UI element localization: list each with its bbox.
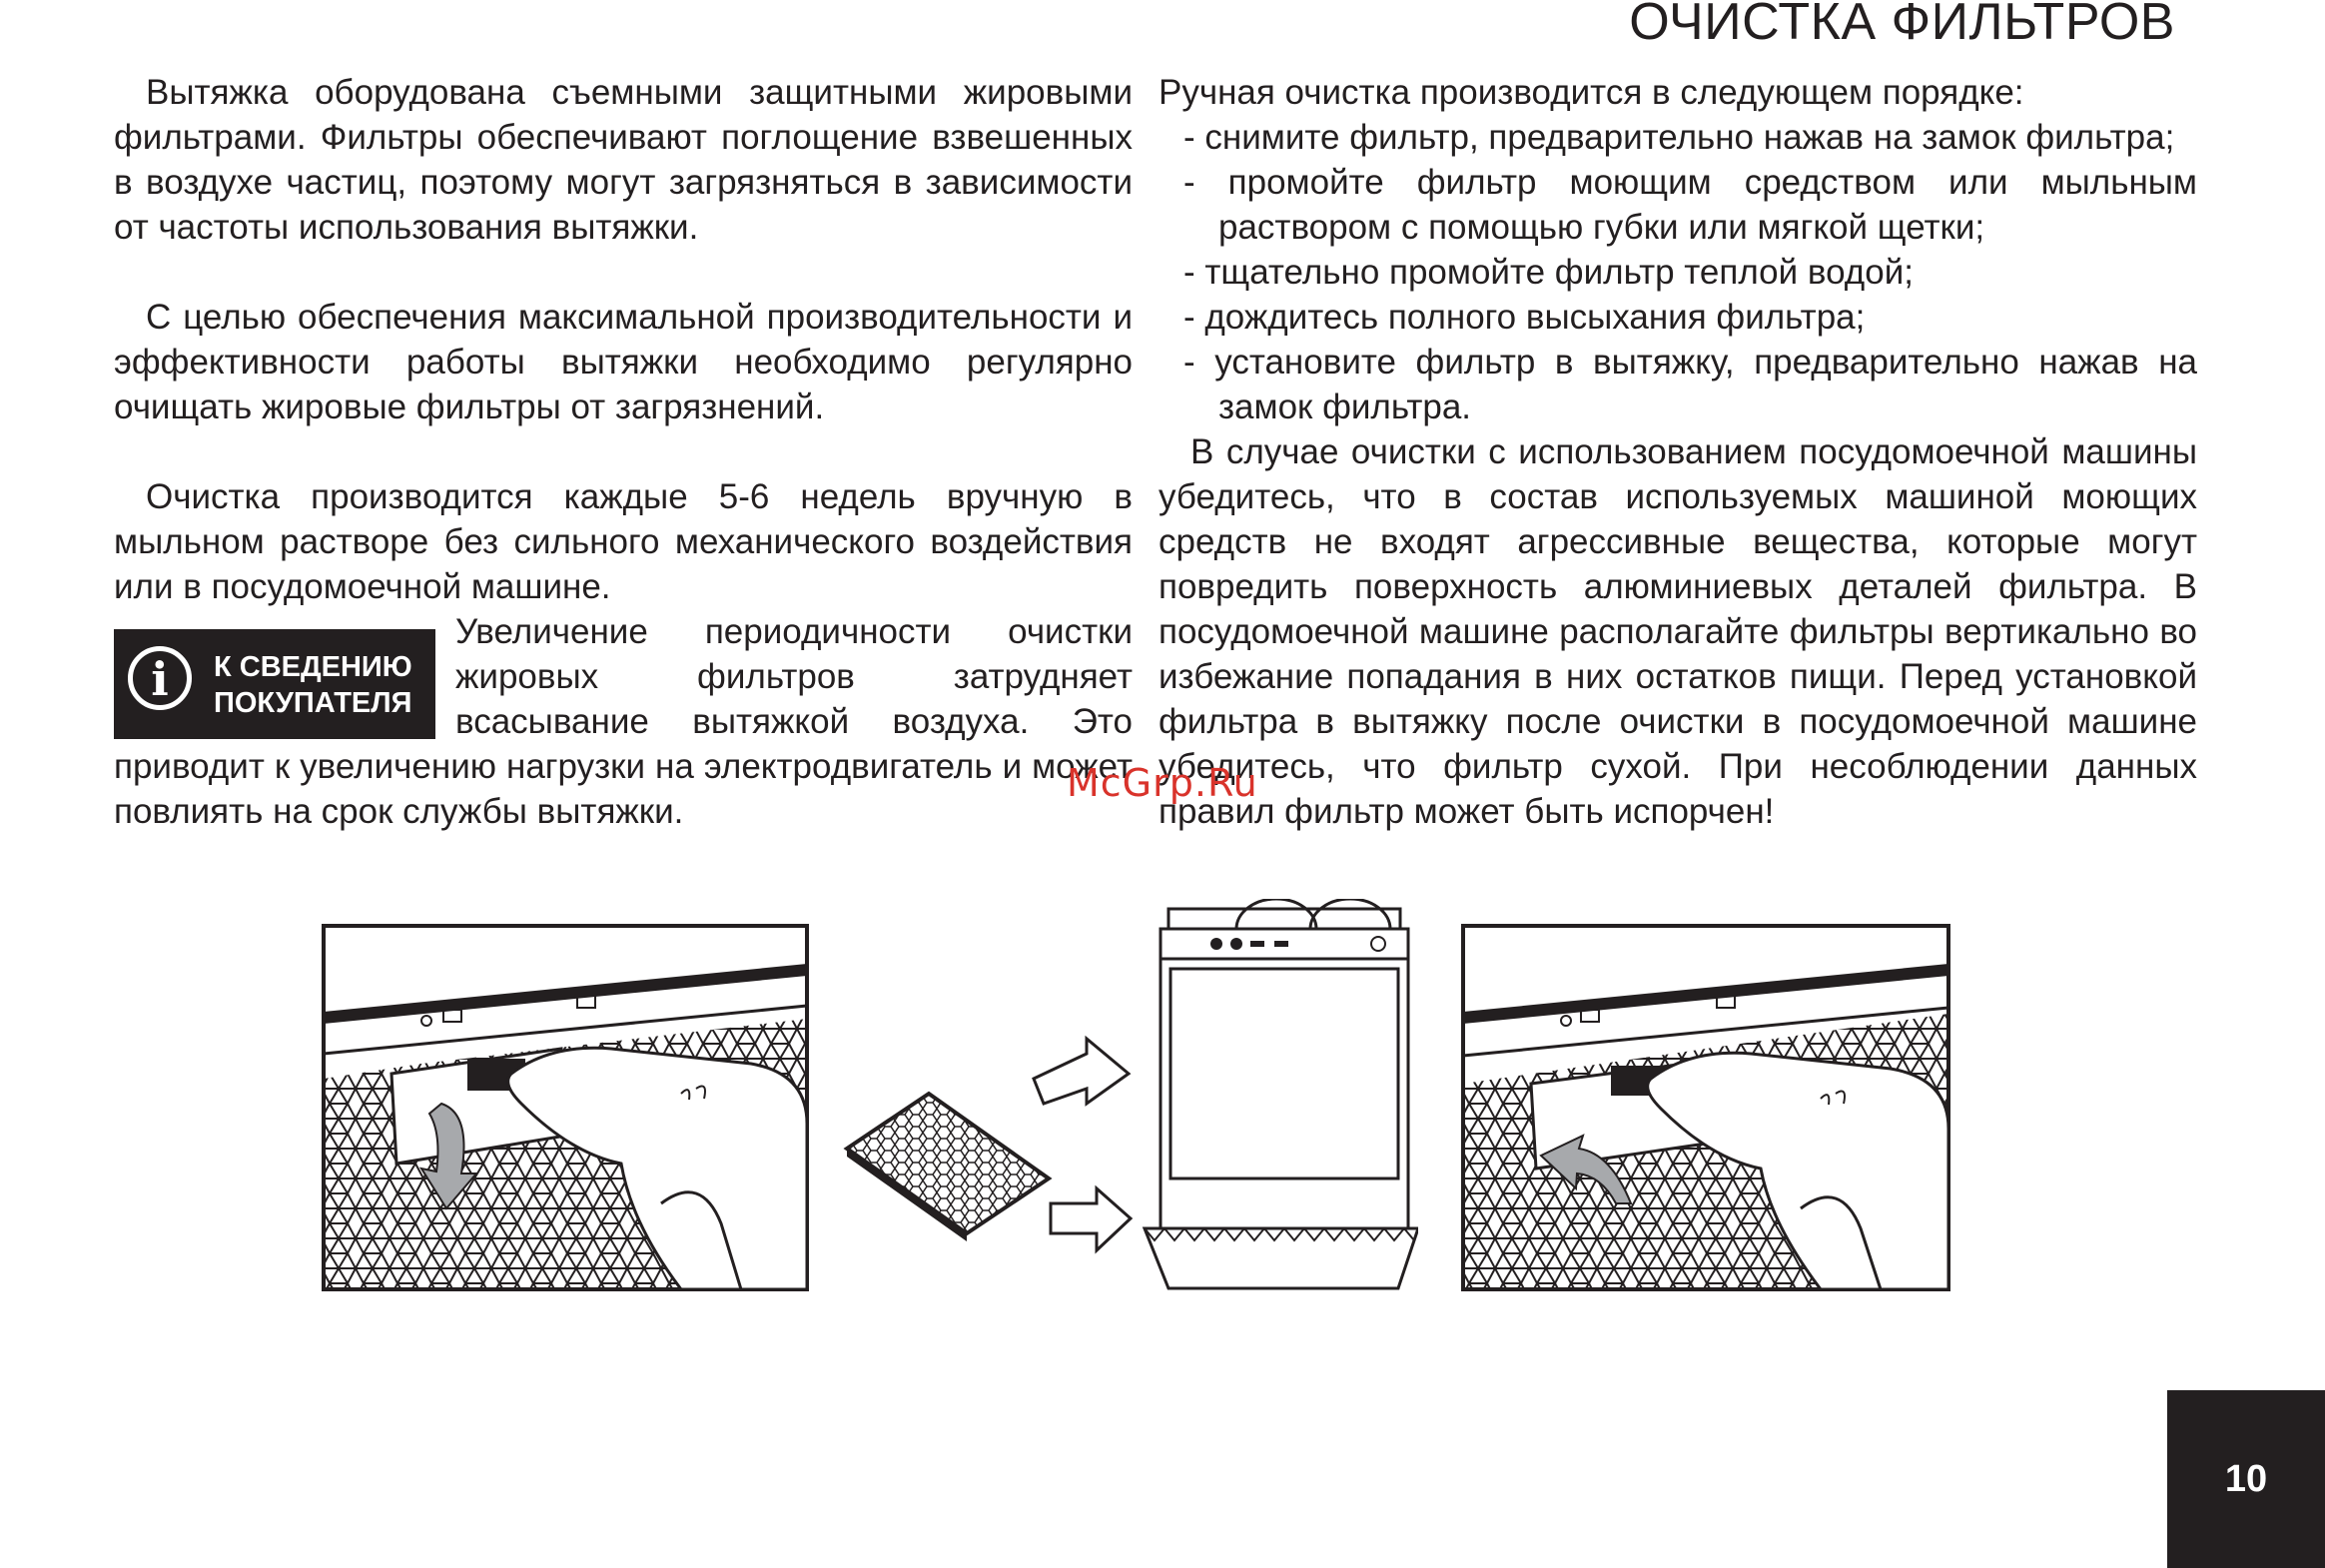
intro-paragraph: Вытяжка оборудована съемными защитными жировыми фильтрами. Фильтры обеспечивают поглощение взвешенных в воздухе частиц, поэтому могут загрязняться в зависимости от частоты использования вытяжки. — [114, 73, 1133, 247]
notice-label-line1: К СВЕДЕНИЮ — [214, 651, 412, 683]
cleaning-steps — [1159, 115, 2197, 429]
manual-cleaning-lead: Ручная очистка производится в следующем порядке: — [1159, 73, 2024, 112]
dishwasher-paragraph: В случае очистки с использованием посудомоечной машины убедитесь, что в состав используемых машиной моющих средств не входят агрессивные вещества, которые могут повредить поверхность алюминиевых деталей фильтра. В посудомоечной машине располагайте фильтры вертикально во избежание попадания в них остатков пищи. Перед установкой фильтра в вытяжку после очистки в посудомоечной машине убедитесь, что фильтр сухой. При несоблюдении данных правил фильтр может быть испорчен! — [1159, 432, 2197, 831]
left-column — [114, 70, 1133, 834]
notice-label — [214, 649, 412, 721]
notice-text: Увеличение периодичности очистки жировых фильтров затрудняет всасывание вытяжкой воздуха. Это приводит к увеличению нагрузки на электродвигатель и может повлиять на срок службы вытяжки. — [114, 612, 1133, 831]
filter-install-illustration — [1461, 924, 1950, 1291]
frequency-paragraph: Очистка производится каждые 5-6 недель вручную в мыльном растворе без сильного механического воздействия или в посудомоечной машине. — [114, 477, 1133, 606]
dishwasher-illustration — [839, 899, 1418, 1298]
page-title: ОЧИСТКА ФИЛЬТРОВ — [1629, 0, 2175, 51]
list-item: - тщательно промойте фильтр теплой водой; — [1183, 253, 1914, 292]
right-column — [1159, 70, 2197, 834]
list-item: - дождитесь полного высыхания фильтра; — [1183, 298, 1866, 337]
list-item: - снимите фильтр, предварительно нажав на замок фильтра; — [1183, 118, 2175, 157]
notice-label-line2: ПОКУПАТЕЛЯ — [214, 687, 412, 719]
info-icon: i — [128, 646, 192, 710]
filter-remove-illustration — [322, 924, 809, 1291]
watermark: McGrp.Ru — [1067, 761, 1258, 805]
list-item: - промойте фильтр моющим средством или мыльным раствором с помощью губки или мягкой щетки; — [1183, 163, 2197, 247]
list-item: - установите фильтр в вытяжку, предварительно нажав на замок фильтра. — [1183, 343, 2197, 426]
page-number: 10 — [2167, 1390, 2325, 1568]
notice-badge — [114, 629, 435, 739]
regular-cleaning-paragraph: С целью обеспечения максимальной производительности и эффективности работы вытяжки необходимо регулярно очищать жировые фильтры от загрязнений. — [114, 298, 1133, 426]
customer-notice — [114, 609, 1133, 834]
